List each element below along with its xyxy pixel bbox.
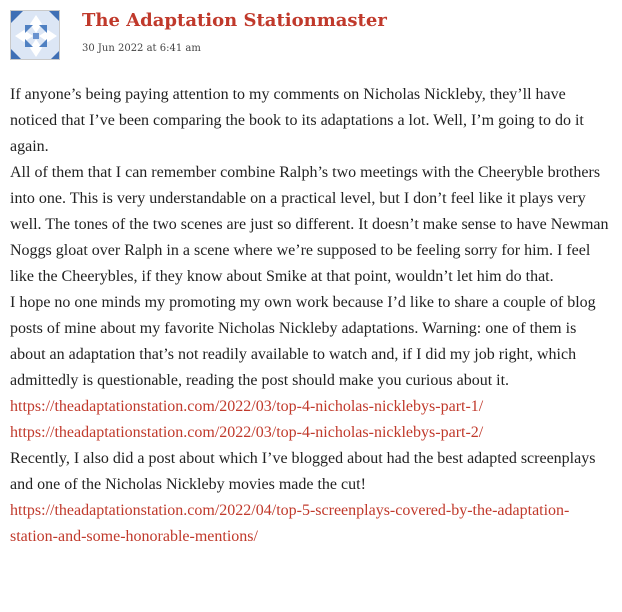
- blog-link-screenplays[interactable]: https://theadaptationstation.com/2022/04/top-5-screenplays-covered-by-the-adaptation-station-and-some-honorable-mentions/: [10, 502, 570, 545]
- comment-link-line: [10, 420, 610, 446]
- comment-paragraph: All of them that I can remember combine Ralph’s two meetings with the Cheeryble brothers into one. This is very understandable on a practical level, but I don’t feel like it plays very well. The tones of the two scenes are just so different. It doesn’t make sense to have Newman Noggs gloat over Ralph in a scene where we’re supposed to be feeling sorry for him. I feel like the Cheerybles, if they know about Smike at that point, wouldn’t let him do that.: [10, 164, 609, 285]
- comment-paragraph: I hope no one minds my promoting my own work because I’d like to share a couple of blog posts of mine about my favorite Nicholas Nickleby adaptations. Warning: one of them is about an adaptation that’s not readily available to watch and, if I did my job right, which admittedly is questionable, reading the post should make you curious about it.: [10, 294, 596, 389]
- comment-paragraph: If anyone’s being paying attention to my comments on Nicholas Nickleby, they’ll have noticed that I’ve been comparing the book to its adaptations a lot. Well, I’m going to do it again.: [10, 86, 584, 155]
- comment-timestamp[interactable]: 30 Jun 2022 at 6:41 am: [82, 43, 201, 54]
- comment-link-line: [10, 498, 610, 550]
- blog-link-part-2[interactable]: https://theadaptationstation.com/2022/03/top-4-nicholas-nicklebys-part-2/: [10, 424, 484, 441]
- comment-paragraph: Recently, I also did a post about which I’ve blogged about had the best adapted screenplays and one of the Nicholas Nickleby movies made the cut!: [10, 450, 596, 493]
- comment-author[interactable]: The Adaptation Stationmaster: [82, 10, 387, 31]
- identicon-avatar-icon: [11, 11, 60, 60]
- avatar[interactable]: [10, 10, 60, 60]
- blog-link-part-1[interactable]: https://theadaptationstation.com/2022/03/top-4-nicholas-nicklebys-part-1/: [10, 398, 484, 415]
- comment-link-line: [10, 394, 610, 420]
- comment-body: [10, 82, 610, 550]
